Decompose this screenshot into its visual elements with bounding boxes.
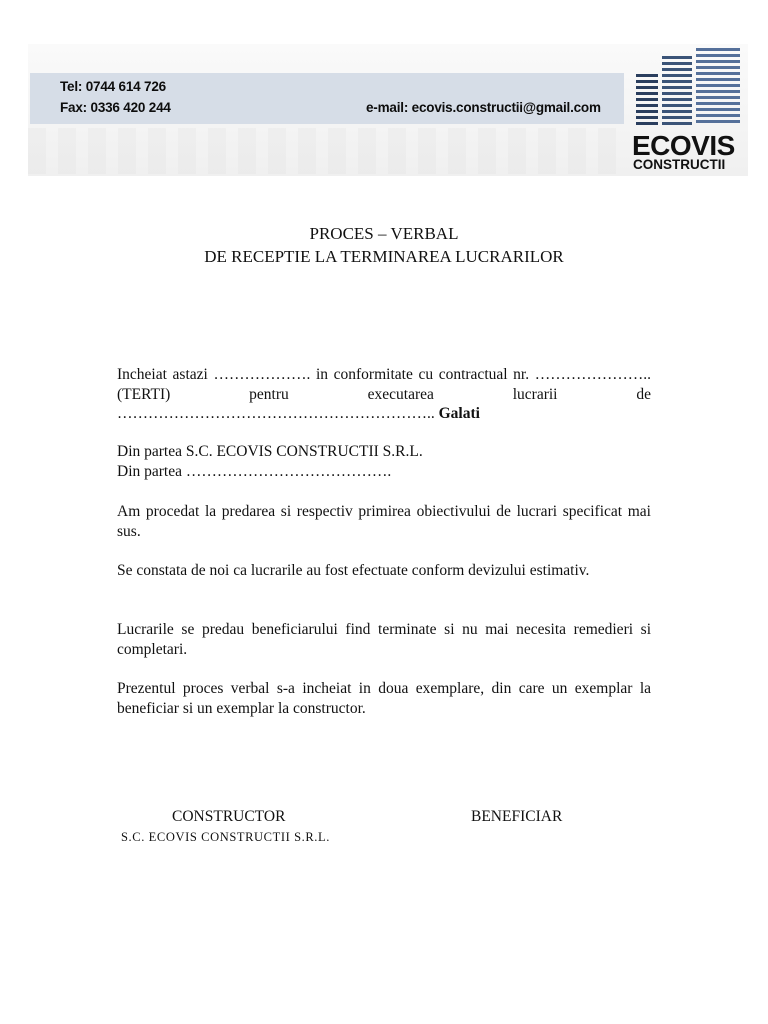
company-logo bbox=[628, 44, 746, 176]
building-icon bbox=[628, 44, 746, 134]
document-subtitle: DE RECEPTIE LA TERMINAREA LUCRARILOR bbox=[204, 247, 564, 266]
handover-paragraph: Am procedat la predarea si respectiv primirea obiectivului de lucrari specificat mai sus. bbox=[117, 503, 651, 540]
party-two: Din partea …………………………………. bbox=[117, 463, 392, 480]
conformity-paragraph: Se constata de noi ca lucrarile au fost efectuate conform devizului estimativ. bbox=[117, 562, 590, 579]
completion-paragraph: Lucrarile se predau beneficiarului find terminate si nu mai necesita remedieri si completari. bbox=[117, 621, 651, 658]
beneficiar-label: BENEFICIAR bbox=[471, 808, 563, 825]
party-one: Din partea S.C. ECOVIS CONSTRUCTII S.R.L. bbox=[117, 443, 423, 460]
letterhead-watermark bbox=[28, 128, 624, 174]
fax-number: Fax: 0336 420 244 bbox=[60, 100, 171, 115]
copies-paragraph: Prezentul proces verbal s-a incheiat in doua exemplare, din care un exemplar la beneficiar si un exemplar la constructor. bbox=[117, 680, 651, 717]
intro-paragraph bbox=[117, 365, 651, 424]
intro-text: Incheiat astazi ………………. in conformitate cu contractual nr. ………………….. (TERTI) pentru executarea lucrarii de …………………………………………………….. bbox=[117, 366, 651, 422]
constructor-label: CONSTRUCTOR bbox=[172, 808, 286, 825]
logo-name: ECOVIS bbox=[632, 130, 735, 161]
location: Galati bbox=[438, 405, 480, 422]
phone-number: Tel: 0744 614 726 bbox=[60, 79, 166, 94]
constructor-company: S.C. ECOVIS CONSTRUCTII S.R.L. bbox=[121, 830, 330, 844]
logo-subtitle: CONSTRUCTII bbox=[633, 157, 726, 172]
email-address: e-mail: ecovis.constructii@gmail.com bbox=[366, 100, 601, 115]
document-title: PROCES – VERBAL bbox=[309, 224, 459, 243]
